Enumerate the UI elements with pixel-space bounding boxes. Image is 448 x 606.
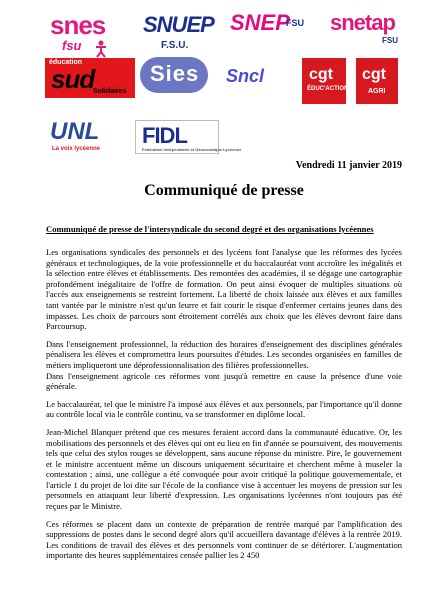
fidl-logo-name: FIDL — [142, 123, 187, 148]
cgt-agri-logo-name: cgt — [362, 66, 386, 83]
sies-logo-name: Sies — [150, 61, 200, 86]
document-title: Communiqué de presse — [144, 182, 304, 199]
sud-logo-name: sud — [51, 64, 95, 94]
snep-logo-name: SNEP — [230, 10, 290, 35]
snetap-logo-name: snetap — [330, 10, 395, 35]
body-paragraph: Le baccalauréat, tel que le ministre l'a imposé aux élèves et aux personnels, par l'importance qu'il donne au contrôle local via le contrôle continu, va se transformer en diplôme local. — [46, 398, 402, 420]
fidl-logo-sub: Fédération Indépendante et Démocratique Lycéenne — [142, 147, 242, 152]
unl-logo-name: UNL — [50, 118, 100, 145]
sncl-logo — [226, 66, 284, 90]
body-paragraph: Jean-Michel Blanquer prétend que ces mesures feraient accord dans la communauté éducative. Or, les mobilisations des personnels et des élèves qui ont eu lieu en fin d'année se poursuivent, des mouvements tels que celui des stylos rouges se développent, sans aucune réponse du ministre. Pire, le gouvernement et le ministre accentuent même un discours uniquement sécuritaire et cherchent même à museler la contestation ; ainsi, une collègue a été convoquée pour avoir critiqué la politique gouvernementale, et l'article 1 du projet de loi dite sur l'école de la confiance vise à accentuer les moyens de pression sur les personnels en attaquant leur liberté d'expression. Les organisations lycéennes n'ont toujours pas été reçues par le Ministre. — [46, 426, 402, 512]
cgt-educ-logo-sub: ÉDUC'ACTION — [307, 86, 349, 92]
snep-logo-sub: FSU — [286, 18, 304, 28]
snep-fsu-logo — [230, 10, 310, 44]
sud-logo-sub: Solidaires — [93, 88, 127, 95]
unl-logo-sub: La voix lycéenne — [52, 146, 101, 152]
cgt-educ-logo-name: cgt — [309, 66, 333, 83]
person-icon — [92, 40, 110, 58]
snuep-logo-name: SNUEP — [143, 12, 214, 37]
sncl-logo-name: Sncl — [226, 66, 265, 86]
snetap-fsu-logo — [330, 10, 410, 48]
unl-logo — [50, 118, 118, 156]
snuep-logo-sub: F.S.U. — [161, 40, 189, 51]
fidl-logo — [135, 120, 242, 154]
snes-logo-sub: fsu — [62, 38, 82, 53]
document-body — [46, 247, 402, 606]
cgt-agri-logo — [356, 58, 398, 104]
body-paragraph: Dans l'enseignement agricole ces réformes vont jusqu'à remettre en cause la présence d'une voie générale. — [46, 370, 402, 392]
snes-fsu-logo — [50, 10, 122, 60]
document-date: Vendredi 11 janvier 2019 — [295, 160, 402, 171]
body-paragraph: Dans l'enseignement professionnel, la réduction des horaires d'enseignement des disciplines générales pénalisera les élèves et compromettra leurs poursuites d'études. Les secondes organisées en familles de métiers impliqueront une déprofessionnalisation des filières professionnelles. — [46, 338, 402, 370]
snuep-fsu-logo — [143, 10, 221, 58]
cgt-educaction-logo — [302, 58, 349, 104]
cgt-agri-logo-sub: AGRI — [368, 88, 386, 95]
sud-education-logo — [45, 58, 135, 98]
snetap-logo-sub: FSU — [382, 36, 398, 45]
snes-logo-name: snes — [50, 10, 106, 40]
sud-logo-top: éducation — [49, 59, 83, 66]
document-subtitle: Communiqué de presse de l'intersyndicale du second degré et des organisations lycéennes — [46, 224, 374, 234]
sies-logo — [140, 57, 208, 93]
body-paragraph: Les organisations syndicales des personnels et des lycéens font l'analyse que les réformes des lycées généraux et technologiques, de la voie professionnelle et du baccalauréat vont accroître les inégalités et la sélection entre élèves et établissements. Des remontées des académies, il se dégage une cartographie profondément inégalitaire de l'offre de formation. On peut ainsi évoquer de multiples situations où l'accès aux enseignements se restreint fortement. La liberté de choix laissée aux élèves et aux familles tant vantée par le ministre n'est qu'un leurre et fait courir le risque d'enfermer certains jeunes dans des impasses. Les choix de parcours sont étroitement corrélés aux choix que les élèves devront faire dans Parcoursup. — [46, 247, 402, 332]
body-paragraph: Ces réformes se placent dans un contexte de préparation de rentrée marqué par l'amplification des suppressions de postes dans le second degré alors qu'il accueillera davantage d'élèves à la rentrée 2019. Les conditions de travail des élèves et des personnels vont continuer de se détériorer. L'augmentation importante des heures supplémentaires censée pallier les 2 450 — [46, 518, 402, 561]
